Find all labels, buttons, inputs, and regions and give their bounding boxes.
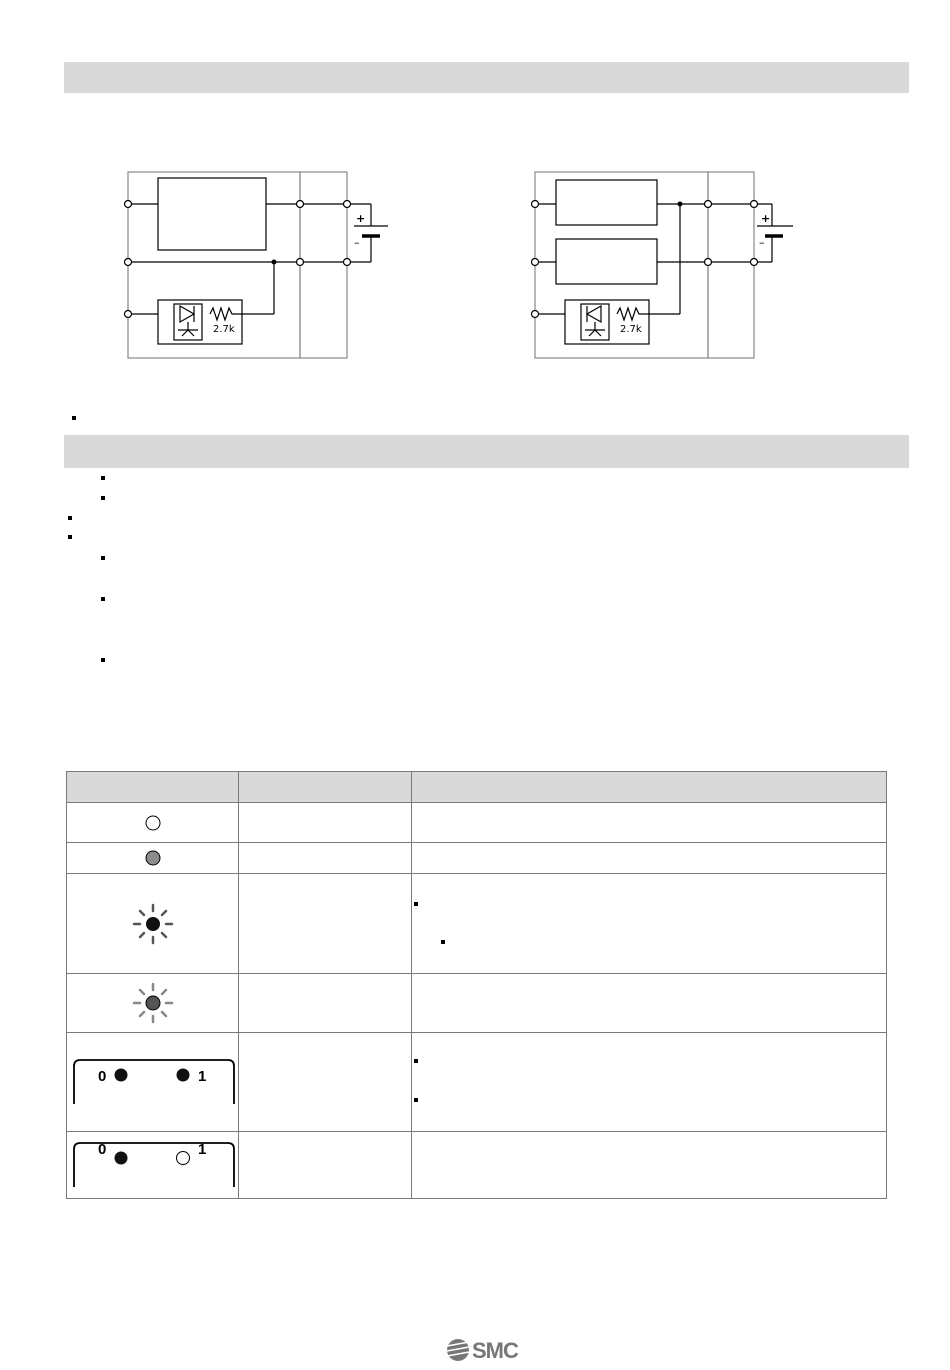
led-off-icon: [143, 813, 163, 833]
resistor-label-right: 2.7k: [620, 324, 642, 335]
dual-led-label-0: 0: [98, 1141, 107, 1158]
bullet-marker: [101, 496, 105, 500]
dual-led-label-1: 1: [198, 1068, 207, 1085]
smc-logo-text: SMC: [472, 1338, 518, 1363]
bullet-marker: [101, 597, 105, 601]
section-header-band-2: [64, 435, 909, 468]
bullet-marker: [414, 902, 418, 906]
dual-led-label-0: 0: [98, 1068, 107, 1085]
smc-logo: [445, 1336, 529, 1364]
bullet-marker: [101, 476, 105, 480]
smc-logo-mark-icon: [447, 1339, 469, 1361]
table-row: [67, 1132, 887, 1199]
bullet-marker: [101, 658, 105, 662]
resistor-label-left: 2.7k: [213, 324, 235, 335]
supply-minus-right: –: [759, 236, 765, 249]
led-on-icon: [143, 848, 163, 868]
dual-led-on-icon: [71, 1058, 235, 1106]
led-flashing-icon: [131, 902, 175, 946]
table-header-cell: [239, 772, 412, 803]
table-header-cell: [67, 772, 239, 803]
table-row: [67, 803, 887, 843]
table-header-row: [67, 772, 887, 803]
bullet-marker: [68, 535, 72, 539]
circuit-diagram-right: [525, 168, 805, 368]
supply-plus-right: +: [761, 212, 771, 225]
dual-led-one-off-icon: [71, 1141, 235, 1189]
bullet-marker: [441, 940, 445, 944]
bullet-marker: [414, 1059, 418, 1063]
bullet-marker: [72, 416, 76, 420]
dual-led-label-1: 1: [198, 1141, 207, 1158]
table-row: [67, 974, 887, 1033]
table-row: [67, 843, 887, 874]
supply-plus-left: +: [356, 212, 366, 225]
bullet-marker: [414, 1098, 418, 1102]
table-row: [67, 874, 887, 974]
supply-minus-left: –: [354, 236, 360, 249]
table-row: [67, 1033, 887, 1132]
section-header-band-1: [64, 62, 909, 93]
bullet-marker: [68, 516, 72, 520]
bullet-marker: [101, 556, 105, 560]
circuit-diagram-left: [118, 168, 398, 368]
led-flashing-dim-icon: [131, 981, 175, 1025]
table-header-cell: [412, 772, 887, 803]
led-status-table: [66, 771, 887, 1199]
